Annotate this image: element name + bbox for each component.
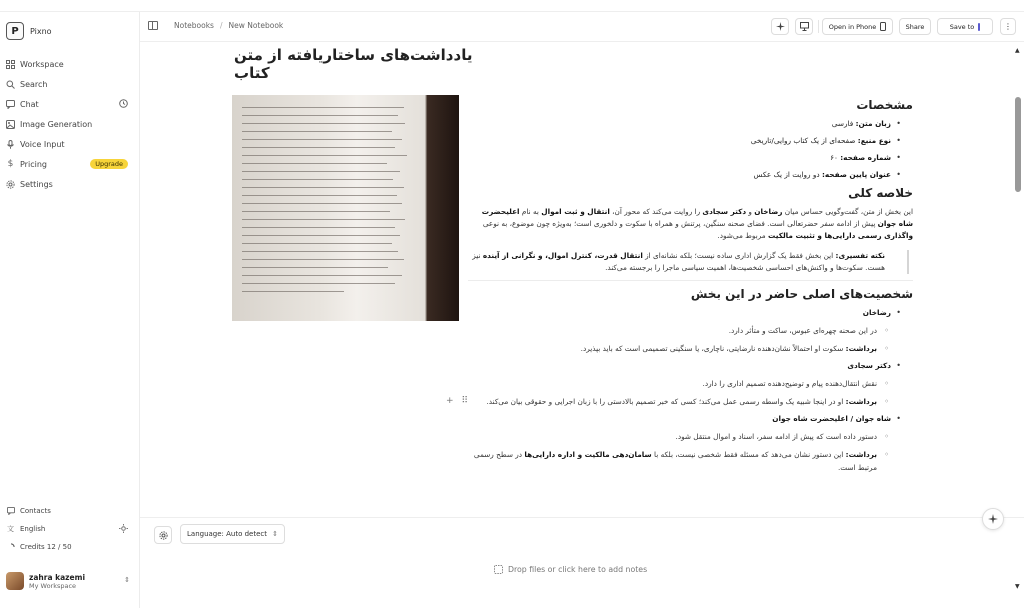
sidebar-nav xyxy=(0,54,140,194)
app-name: Pixno xyxy=(30,26,52,36)
language-select[interactable] xyxy=(180,524,285,544)
notes-content[interactable] xyxy=(468,94,913,479)
credits-row xyxy=(0,538,140,556)
save-to-button[interactable] xyxy=(937,18,993,35)
sub-list-item: ◦ نقش انتقال‌دهنده پیام و توضیح‌دهنده تصمیم اداری را دارد. xyxy=(468,377,913,390)
search-icon xyxy=(6,80,15,89)
photo-text-lines xyxy=(242,107,412,299)
page-title: یادداشت‌های ساختاریافته از متن کتاب xyxy=(234,46,473,82)
grid-icon xyxy=(6,60,15,69)
sparkle-icon xyxy=(776,22,785,31)
language-select-value: Language: Auto detect xyxy=(187,530,268,538)
present-button[interactable] xyxy=(795,18,813,35)
input-settings-button[interactable] xyxy=(154,526,172,544)
sidebar-item-label: Chat xyxy=(20,99,39,109)
sidebar xyxy=(0,12,140,608)
chat-icon xyxy=(6,100,15,109)
contacts-link[interactable] xyxy=(0,502,140,520)
language-label: English xyxy=(20,525,46,533)
breadcrumb xyxy=(174,21,283,30)
sub-list-item: ◦ در این صحنه چهره‌ای عبوس، ساکت و متأثر دارد. xyxy=(468,324,913,337)
list-item: • عنوان پایین صفحه: دو روایت از یک عکس xyxy=(468,169,913,181)
interpretive-note-quote: نکته تفسیری: این بخش فقط یک گزارش اداری ساده نیست؛ بلکه نشانه‌ای از انتقال قدرت، کنترل اموال، و نگرانی از آینده نیز هست. سکوت‌ها و واکنش‌های احساسی شخصیت‌ها، اهمیت سیاسی ماجرا را برجسته می‌کند. xyxy=(468,250,909,274)
file-drop-zone[interactable] xyxy=(494,565,647,574)
sidebar-item-voice-input[interactable] xyxy=(0,134,140,154)
sparkle-icon xyxy=(988,514,998,524)
scroll-up-arrow-icon[interactable]: ▲ xyxy=(1015,47,1020,54)
contacts-label: Contacts xyxy=(20,507,51,515)
more-vertical-icon: ⋮ xyxy=(1004,22,1012,31)
translate-icon: 文 xyxy=(7,524,14,533)
sidebar-item-workspace[interactable] xyxy=(0,54,140,74)
top-header xyxy=(140,12,1024,42)
sidebar-item-label: Settings xyxy=(20,179,53,189)
window-top-strip xyxy=(0,0,1024,12)
gear-icon xyxy=(6,180,15,189)
user-menu[interactable] xyxy=(6,568,136,594)
drop-zone-label: Drop files or click here to add notes xyxy=(508,565,648,574)
scrollbar-thumb[interactable] xyxy=(1015,97,1021,192)
drag-handle-icon[interactable]: ⠿ xyxy=(461,396,469,406)
open-in-phone-label: Open in Phone xyxy=(828,22,877,31)
upgrade-badge[interactable]: Upgrade xyxy=(90,159,128,169)
list-item: • دکتر سجادی xyxy=(468,360,913,372)
brand[interactable] xyxy=(6,22,52,40)
credits-progress-icon xyxy=(6,543,15,552)
monitor-icon xyxy=(800,22,809,31)
sidebar-item-label: Search xyxy=(20,79,48,89)
app-logo: P xyxy=(6,22,24,40)
save-target-icon xyxy=(978,23,980,31)
list-item: • شاه جوان / اعلیحضرت شاه جوان xyxy=(468,413,913,425)
list-item: • رضاخان xyxy=(468,307,913,319)
sidebar-item-chat[interactable] xyxy=(0,94,140,114)
microphone-icon xyxy=(6,140,15,149)
share-label: Share xyxy=(905,22,925,31)
dollar-icon: $ xyxy=(7,158,14,169)
file-drop-icon xyxy=(494,565,503,574)
gear-icon xyxy=(159,531,168,540)
user-name: zahra kazemi xyxy=(29,572,86,582)
specs-heading: مشخصات xyxy=(856,98,913,112)
breadcrumb-separator: / xyxy=(219,21,223,30)
language-switch[interactable] xyxy=(0,520,140,538)
avatar xyxy=(6,572,24,590)
sidebar-item-label: Workspace xyxy=(20,59,64,69)
list-item: • نوع منبع: صفحه‌ای از یک کتاب روایی/تاریخی xyxy=(468,135,913,147)
sub-list-item: ◦ برداشت: این دستور نشان می‌دهد که مسئله فقط شخصی نیست، بلکه با سامان‌دهی مالکیت و اداره دارایی‌ها در سطح رسمی مرتبط است. xyxy=(468,448,913,474)
sidebar-item-pricing[interactable] xyxy=(0,154,140,174)
chevron-up-down-icon: ⇕ xyxy=(272,530,278,538)
characters-heading: شخصیت‌های اصلی حاضر در این بخش xyxy=(690,287,913,301)
list-item: • شماره صفحه: ۶۰ xyxy=(468,152,913,164)
section-divider xyxy=(468,280,913,281)
message-icon xyxy=(6,507,15,516)
sidebar-toggle-icon[interactable] xyxy=(148,21,158,30)
summary-paragraph: این بخش از متن، گفت‌وگویی حساس میان رضاخان و دکتر سجادی را روایت می‌کند که محور آن، انتقال و ثبت اموال به نام اعلیحضرت شاه جوان پیش از ادامه سفر حضرتعالی است. فضای صحنه سنگین، پرتنش و همراه با سکوت و دلخوری است؛ به‌ویژه چون موضوع، به نوعی واگذاری رسمی دارایی‌ها و تثبیت مالکیت مربوط می‌شود. xyxy=(481,207,913,240)
summary-heading: خلاصه کلی xyxy=(848,186,913,200)
book-page-photo[interactable] xyxy=(232,95,459,321)
share-button[interactable] xyxy=(899,18,931,35)
ai-assistant-fab[interactable] xyxy=(982,508,1004,530)
sub-list-item: ◦ برداشت: سکوت او احتمالاً نشان‌دهنده نارضایتی، ناچاری، یا سنگینی تصمیمی است که باید بپذیرد. xyxy=(468,342,913,355)
sidebar-item-image-generation[interactable] xyxy=(0,114,140,134)
sidebar-item-label: Pricing xyxy=(20,159,47,169)
sidebar-item-label: Voice Input xyxy=(20,139,65,149)
breadcrumb-notebooks[interactable]: Notebooks xyxy=(174,21,214,30)
scroll-down-arrow-icon[interactable]: ▼ xyxy=(1015,583,1020,590)
chevron-up-down-icon: ⇕ xyxy=(124,576,130,584)
open-in-phone-button[interactable] xyxy=(822,18,893,35)
sidebar-item-search[interactable] xyxy=(0,74,140,94)
save-to-label: Save to xyxy=(949,22,975,31)
list-item: • زبان متن: فارسی xyxy=(468,118,913,130)
sidebar-item-settings[interactable] xyxy=(0,174,140,194)
header-divider xyxy=(818,20,819,33)
breadcrumb-current: New Notebook xyxy=(228,21,284,30)
sub-list-item: ◦ دستور داده است که پیش از ادامه سفر، اسناد و اموال منتقل شود. xyxy=(468,430,913,443)
notes-input-area xyxy=(140,517,1024,608)
history-icon[interactable] xyxy=(119,99,128,111)
ai-sparkle-button[interactable] xyxy=(771,18,789,35)
credits-label: Credits 12 / 50 xyxy=(20,543,72,551)
block-gutter xyxy=(446,396,468,406)
theme-sun-icon[interactable] xyxy=(119,524,128,536)
add-block-icon[interactable]: + xyxy=(446,396,454,406)
image-icon xyxy=(6,120,15,129)
phone-icon xyxy=(880,22,886,31)
sidebar-footer xyxy=(0,502,140,556)
sub-list-item: ◦ برداشت: او در اینجا شبیه یک واسطه رسمی عمل می‌کند؛ کسی که خبر تصمیم بالادستی را با زبان اجرایی و حقوقی بیان می‌کند. xyxy=(468,395,913,408)
more-options-button[interactable] xyxy=(1000,18,1016,35)
user-workspace: My Workspace xyxy=(29,581,77,590)
sidebar-item-label: Image Generation xyxy=(20,119,93,129)
